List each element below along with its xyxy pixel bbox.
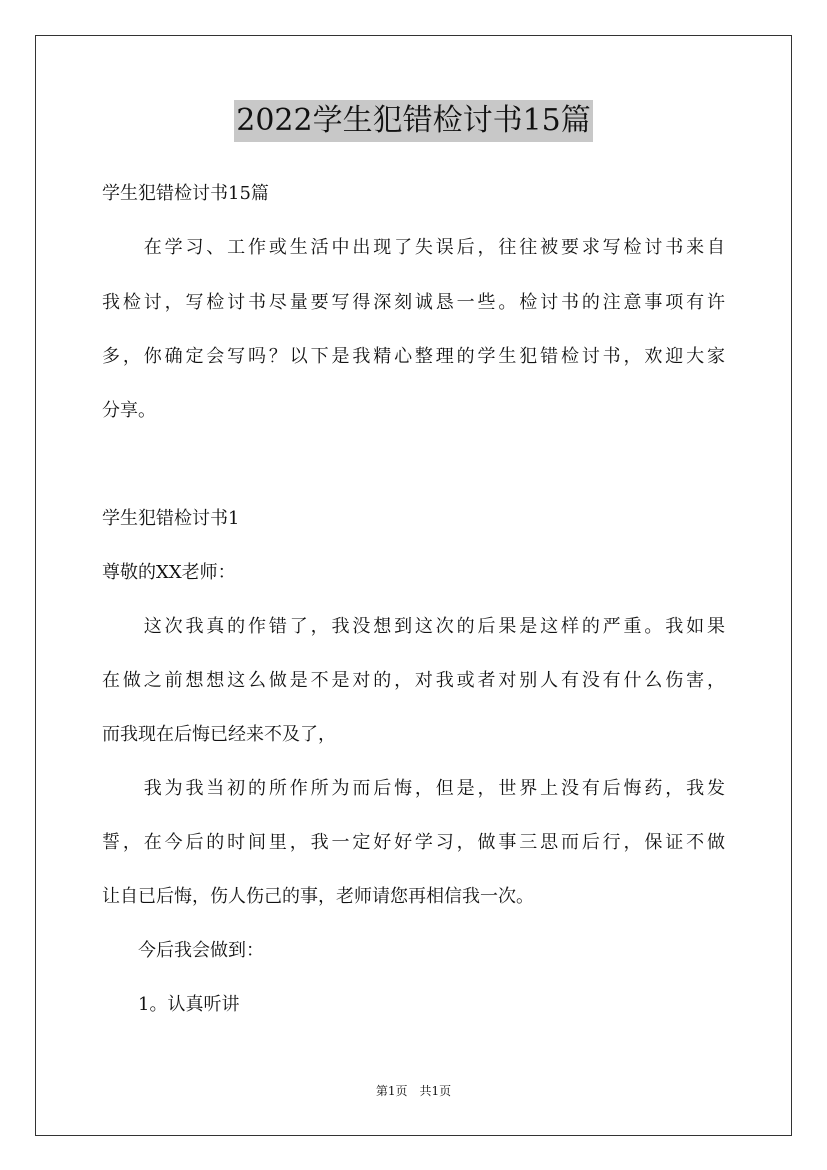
- document-subtitle: 学生犯错检讨书15篇: [102, 183, 269, 204]
- para2-line-2: 誓，在今后的时间里，我一定好好学习，做事三思而后行，保证不做: [102, 832, 725, 853]
- para1-line-3: 而我现在后悔已经来不及了，: [102, 724, 336, 745]
- para3: 今后我会做到：: [102, 940, 264, 961]
- intro-line-4: 分享。: [102, 400, 156, 421]
- para2-line-3: 让自已后悔，伤人伤己的事，老师请您再相信我一次。: [102, 886, 534, 907]
- salutation: 尊敬的XX老师：: [102, 562, 236, 583]
- section-heading: 学生犯错检讨书1: [102, 508, 240, 529]
- page-footer: 第1页 共1页: [375, 1084, 452, 1098]
- intro-line-3: 多，你确定会写吗？以下是我精心整理的学生犯错检讨书，欢迎大家: [102, 346, 725, 367]
- para1-line-1: 这次我真的作错了，我没想到这次的后果是这样的严重。我如果: [102, 616, 725, 637]
- title-container: [0, 100, 827, 142]
- list-item-1: 1。认真听讲: [102, 994, 240, 1015]
- intro-line-2: 我检讨，写检讨书尽量要写得深刻诚恳一些。检讨书的注意事项有许: [102, 292, 725, 313]
- document-title: 2022学生犯错检讨书15篇: [234, 100, 593, 142]
- para2-line-1: 我为我当初的所作所为而后悔，但是，世界上没有后悔药，我发: [102, 778, 725, 799]
- para1-line-2: 在做之前想想这么做是不是对的，对我或者对别人有没有什么伤害，: [102, 670, 725, 691]
- intro-line-1: 在学习、工作或生活中出现了失误后，往往被要求写检讨书来自: [102, 237, 725, 258]
